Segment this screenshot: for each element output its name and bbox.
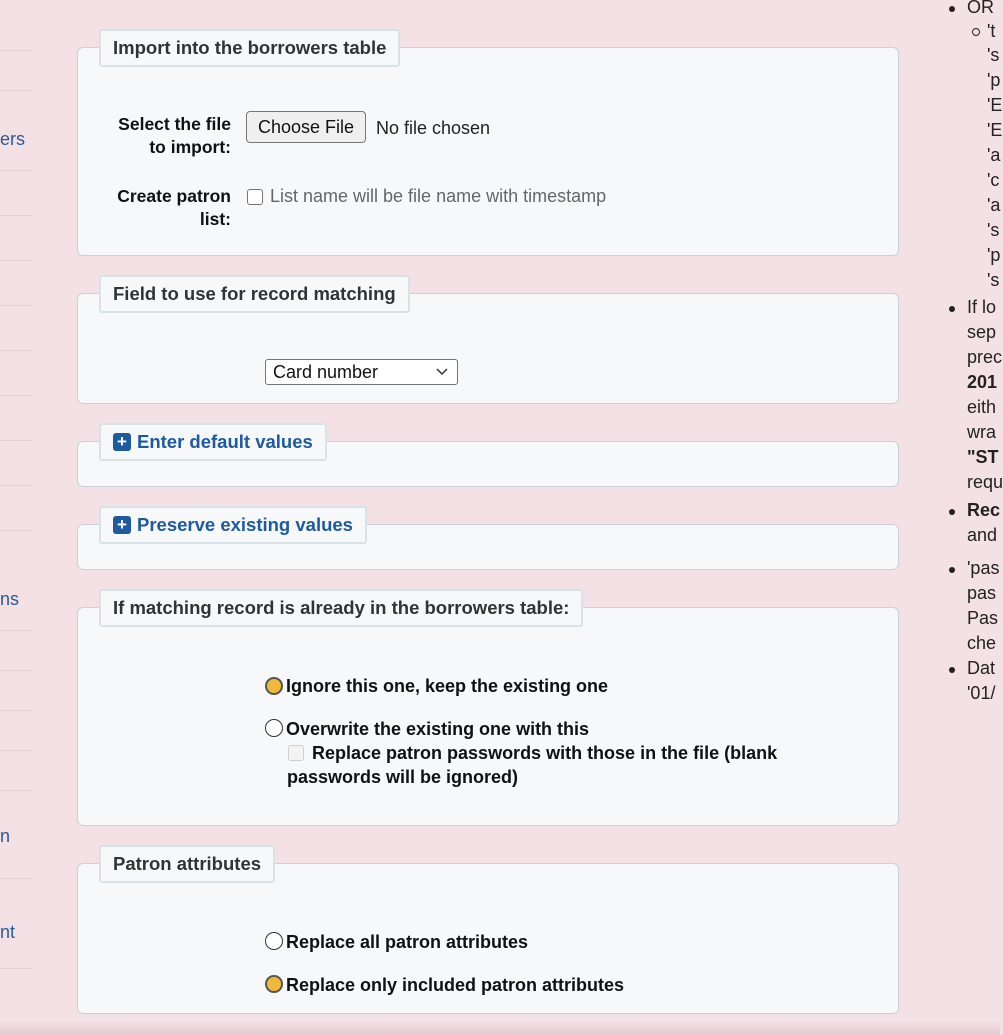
help-line: prec <box>967 347 1003 367</box>
sidebar-divider <box>0 395 32 396</box>
replace-included-attributes-label: Replace only included patron attributes <box>286 975 625 995</box>
help-line: wra <box>967 422 997 442</box>
patron-list-hint: List name will be file name with timestamp <box>270 186 607 206</box>
bullet <box>949 306 955 312</box>
attributes-legend: Patron attributes <box>99 845 275 883</box>
import-fieldset <box>77 37 899 256</box>
sidebar-divider <box>0 260 32 261</box>
choose-file-button[interactable]: Choose File <box>246 111 366 143</box>
sidebar-divider <box>0 968 32 969</box>
help-line: 'p <box>987 245 1001 265</box>
overwrite-existing-label: Overwrite the existing one with this <box>286 719 590 739</box>
sidebar-link-n[interactable]: n <box>0 826 11 846</box>
sidebar-divider <box>0 630 32 631</box>
file-label: Select the file to import: <box>118 114 231 157</box>
patron-list-label: Create patron list: <box>117 186 231 229</box>
replace-included-attributes-radio[interactable] <box>265 975 283 993</box>
sidebar-divider <box>0 170 32 171</box>
help-line: and <box>967 525 998 545</box>
help-line: If lo <box>967 297 997 317</box>
matching-legend: Field to use for record matching <box>99 275 410 313</box>
sidebar-divider <box>0 90 32 91</box>
sidebar-divider <box>0 440 32 441</box>
help-line: 'E <box>987 120 1003 140</box>
sidebar-divider <box>0 750 32 751</box>
help-line: "ST <box>967 447 999 467</box>
ignore-existing-label: Ignore this one, keep the existing one <box>286 676 609 696</box>
sidebar-divider <box>0 50 32 51</box>
replace-all-attributes-label: Replace all patron attributes <box>286 932 529 952</box>
attributes-fieldset <box>77 853 899 1014</box>
help-line: Pas <box>967 608 999 628</box>
sidebar-divider <box>0 710 32 711</box>
help-line: 't <box>987 21 996 41</box>
replace-passwords-label-line1: Replace patron passwords with those in the file (blank <box>312 743 778 763</box>
help-line: 's <box>987 45 1000 65</box>
help-line: 'a <box>987 145 1001 165</box>
bullet <box>949 667 955 673</box>
sidebar-divider <box>0 530 32 531</box>
bullet-circle <box>972 28 980 36</box>
chevron-down-icon <box>435 364 449 378</box>
sidebar-divider <box>0 485 32 486</box>
help-line: 'E <box>987 95 1003 115</box>
replace-passwords-label-line2: passwords will be ignored) <box>287 767 519 787</box>
sidebar-divider <box>0 670 32 671</box>
bullet <box>949 6 955 12</box>
help-line: 'p <box>987 70 1001 90</box>
defaults-fieldset <box>77 431 899 487</box>
bottom-shadow <box>0 1021 1000 1035</box>
help-line: 'a <box>987 195 1001 215</box>
replace-all-attributes-radio[interactable] <box>265 932 283 950</box>
preserve-fieldset <box>77 514 899 570</box>
import-legend: Import into the borrowers table <box>99 29 400 67</box>
help-line: sep <box>967 322 997 342</box>
overwrite-existing-radio[interactable] <box>265 719 283 737</box>
sidebar-divider <box>0 878 32 879</box>
matching-field-value: Card number <box>273 361 379 382</box>
help-line: OR <box>967 0 994 17</box>
ignore-existing-radio[interactable] <box>265 677 283 695</box>
sidebar-divider <box>0 350 32 351</box>
help-column <box>945 0 1003 1035</box>
help-line: '01/ <box>967 683 996 703</box>
sidebar-divider <box>0 790 32 791</box>
help-line: pas <box>967 583 997 603</box>
sidebar-divider <box>0 305 32 306</box>
existing-record-fieldset <box>77 597 899 826</box>
help-line: che <box>967 633 997 653</box>
create-patron-list-checkbox[interactable] <box>247 189 263 205</box>
help-line: requ <box>967 472 1003 492</box>
bullet <box>949 567 955 573</box>
sidebar-divider <box>0 215 32 216</box>
sidebar-link-nt[interactable]: nt <box>0 922 16 942</box>
help-line: 'c <box>987 170 1000 190</box>
help-line: 's <box>987 270 1000 290</box>
defaults-legend: Enter default values <box>137 431 313 452</box>
help-line: Dat <box>967 658 996 678</box>
plus-icon: + <box>113 433 131 451</box>
sidebar-link-ns[interactable]: ns <box>0 589 20 609</box>
help-line: 201 <box>967 372 998 392</box>
help-line: 'pas <box>967 558 1000 578</box>
existing-legend: If matching record is already in the borrowers table: <box>99 589 583 627</box>
help-line: eith <box>967 397 997 417</box>
enter-default-values-toggle[interactable] <box>99 423 327 461</box>
matching-field-select[interactable] <box>265 359 458 385</box>
left-sidebar <box>0 0 32 1035</box>
replace-passwords-checkbox[interactable] <box>288 745 304 761</box>
help-line: Rec <box>967 500 1001 520</box>
matching-fieldset <box>77 283 899 404</box>
preserve-legend: Preserve existing values <box>137 514 353 535</box>
bullet <box>949 509 955 515</box>
help-line: 's <box>987 220 1000 240</box>
file-status: No file chosen <box>376 118 491 138</box>
sidebar-link-borrowers[interactable]: ers <box>0 129 26 149</box>
plus-icon: + <box>113 516 131 534</box>
preserve-existing-values-toggle[interactable] <box>99 506 367 544</box>
